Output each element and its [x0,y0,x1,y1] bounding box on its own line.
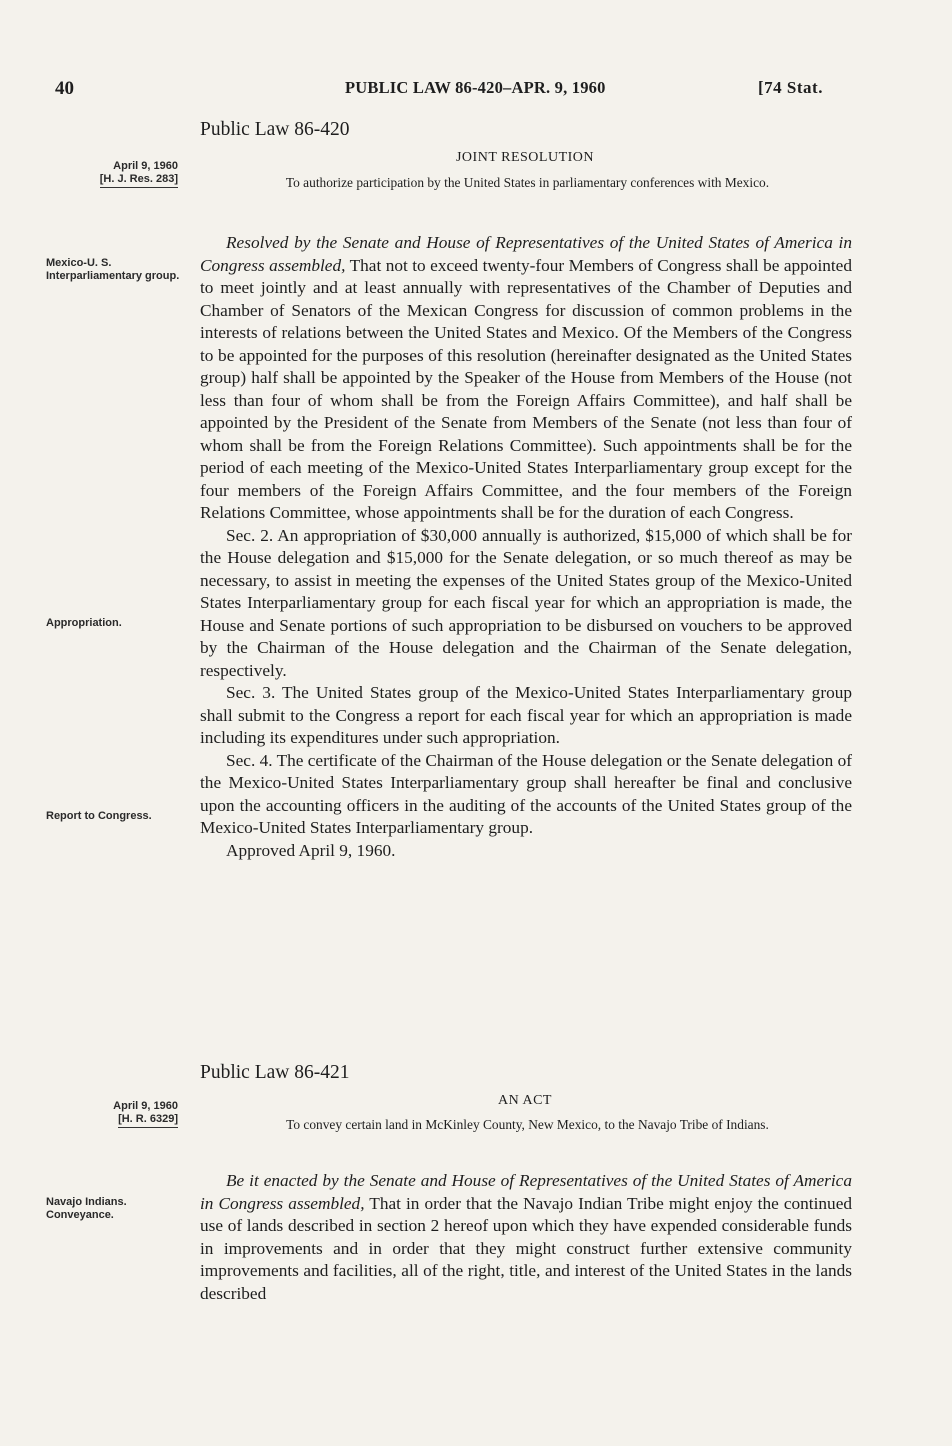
section-3: Sec. 3. The United States group of the Mexico-United States Interparliamentary group shall submit to the Congress a report for each fiscal year for which an appropriation is made including its expenditures under such appropriation. [200,683,852,747]
section-2: Sec. 2. An appropriation of $30,000 annually is authorized, $15,000 of which shall be for the House delegation and $15,000 for the Senate delegation, or so much thereof as may be necessary, to assist in meeting the expenses of the United States group of the Mexico-United States Interparliamentary group for each fiscal year for which an appropriation is made, the House and Senate portions of such appropriation to be disbursed on vouchers to be approved by the Chairman of the House delegation and the Chairman of the Senate delegation, respectively. [200,525,852,680]
statute-reference: [74 Stat. [758,78,823,97]
date-margin-note: April 9, 1960 [H. J. Res. 283] [46,160,178,188]
paragraph-1 [200,232,852,525]
law-type: JOINT RESOLUTION [455,150,594,165]
margin-note-appropriation: Appropriation. [46,617,122,629]
paragraph-text-2: That in order that the Navajo Indian Tribe might enjoy the continued use of lands described in section 2 hereof upon which they have expended considerable funds in improvements and in order that they might construct further extensive community improvements and facilities, all of the right, title, and interest of the United States in the lands described [200,1193,852,1303]
law-title-2: Public Law 86-421 [200,1062,350,1083]
margin-note-group: Mexico-U. S. Interparliamentary group. [46,257,180,282]
law-type-2: AN ACT [498,1093,552,1108]
law-body-2 [200,1170,852,1305]
enacting-clause-2: Be it enacted by the Senate and House of Representatives of the United States of America in Congress assembled, [200,1171,852,1213]
paragraph-text: That not to exceed twenty-four Members of Congress shall be appointed to meet jointly and at least annually with representatives of the Chamber of Deputies and Chamber of Senators of the Mexican Congress for discussion of common problems in the interests of relations between the United States and Mexico. Of the Members of the Congress to be appointed for the purposes of this resolution (hereinafter designated as the United States group) half shall be appointed by the Speaker of the House from Members of the House (not less than four of whom shall be from the Foreign Affairs Committee), and half shall be appointed by the President of the Senate from Members of the Senate (not less than four of whom shall be from the Foreign Relations Committee). Such appointments shall be for the period of each meeting of the Mexico-United States Interparliamentary group except for the four members of the Foreign Affairs Committee, and the four members of the Foreign Relations Committee, whose appointments shall be for the duration of each Congress. [200,255,852,522]
margin-note-navajo: Navajo Indians. Conveyance. [46,1196,127,1221]
law-body [200,232,852,862]
law-subject-2: To convey certain land in McKinley County, New Mexico, to the Navajo Tribe of Indians. [286,1117,769,1132]
margin-note-report: Report to Congress. [46,810,152,822]
law-title: Public Law 86-420 [200,119,350,140]
enacting-clause: Resolved by the Senate and House of Representatives of the United States of America in Congress assembled, [200,233,852,275]
section-4: Sec. 4. The certificate of the Chairman of the House delegation or the Senate delegation of the Mexico-United States Interparliamentary group shall hereafter be final and conclusive upon the accounting officers in the auditing of the accounts of the United States group of the Mexico-United States Interparliamentary group. [200,750,852,837]
paragraph-1-law2 [200,1170,852,1305]
law-subject: To authorize participation by the United States in parliamentary conferences with Mexico. [285,175,770,190]
date-margin-note-2: April 9, 1960 [H. R. 6329] [46,1100,178,1128]
page-number: 40 [55,78,74,99]
approved-line: Approved April 9, 1960. [226,840,396,860]
running-title: PUBLIC LAW 86-420–APR. 9, 1960 [345,78,606,97]
